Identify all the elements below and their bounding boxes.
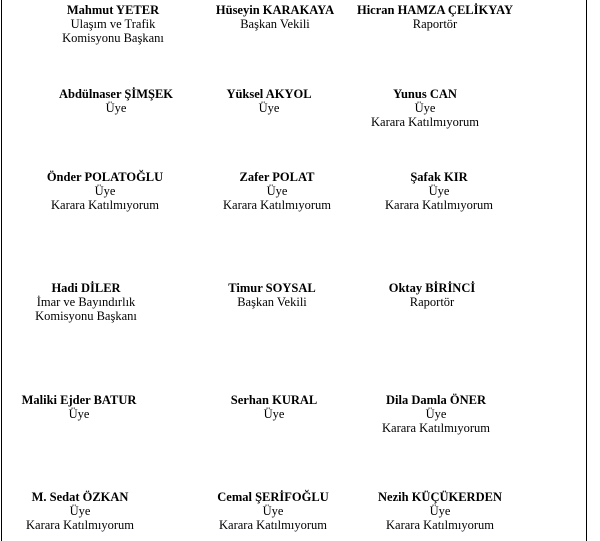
signatory-role: Üye (258, 101, 280, 115)
signatory-name: Nezih KÜÇÜKERDEN (378, 490, 502, 504)
signatory-role: Karara Katılmıyorum (386, 518, 494, 532)
signatory-name: Önder POLATOĞLU (46, 170, 164, 184)
signatory-role: Raportör (409, 295, 455, 309)
signatory-role: Üye (428, 184, 450, 198)
signatory-name: Yüksel AKYOL (226, 87, 312, 101)
signatory-role: Üye (425, 407, 447, 421)
signatory-name: Timur SOYSAL (228, 281, 316, 295)
signatory-name: Hicran HAMZA ÇELİKYAY (356, 3, 514, 17)
signatory-name: Maliki Ejder BATUR (21, 393, 137, 407)
signatory-role: Komisyonu Başkanı (35, 309, 137, 323)
signatory-name: Dila Damla ÖNER (386, 393, 486, 407)
signatory-block (336, 393, 536, 435)
signatory-block (0, 393, 179, 421)
signatory-block (340, 490, 540, 532)
signatory-block (325, 87, 525, 129)
signatory-block (332, 281, 532, 309)
signatory-role: Üye (429, 504, 451, 518)
signatory-role: Komisyonu Başkanı (62, 31, 164, 45)
signatory-role: Üye (414, 101, 436, 115)
signatory-role: Karara Katılmıyorum (382, 421, 490, 435)
signatory-name: Zafer POLAT (239, 170, 315, 184)
signatory-name: Hadi DİLER (51, 281, 121, 295)
signatory-role: Üye (263, 407, 285, 421)
signatory-role: Ulaşım ve Trafik (70, 17, 156, 31)
signatory-name: Cemal ŞERİFOĞLU (217, 490, 329, 504)
signatory-role: Üye (262, 504, 284, 518)
signatory-role: İmar ve Bayındırlık (36, 295, 136, 309)
signatory-role: Raportör (412, 17, 458, 31)
signatory-name: Hüseyin KARAKAYA (215, 3, 335, 17)
signatory-block (335, 3, 535, 31)
page-border-left (1, 0, 2, 541)
page-border-right (586, 0, 587, 541)
signatory-block (339, 170, 539, 212)
signatory-block (0, 281, 186, 323)
signatory-role: Üye (68, 407, 90, 421)
signatory-role: Karara Katılmıyorum (51, 198, 159, 212)
signatory-name: Abdülnaser ŞİMŞEK (58, 87, 174, 101)
signatory-name: Serhan KURAL (230, 393, 318, 407)
signatory-name: Yunus CAN (393, 87, 457, 101)
signatory-role: Başkan Vekili (240, 17, 310, 31)
signatory-role: Üye (94, 184, 116, 198)
signatory-role: Karara Katılmıyorum (371, 115, 479, 129)
signatory-name: Mahmut YETER (66, 3, 160, 17)
signatory-name: Şafak KIR (410, 170, 468, 184)
signatory-role: Karara Katılmıyorum (219, 518, 327, 532)
signatory-role: Üye (266, 184, 288, 198)
signatory-name: M. Sedat ÖZKAN (31, 490, 129, 504)
signatory-role: Karara Katılmıyorum (385, 198, 493, 212)
signatory-role: Başkan Vekili (237, 295, 307, 309)
signatory-role: Karara Katılmıyorum (26, 518, 134, 532)
signatory-name: Oktay BİRİNCİ (388, 281, 476, 295)
signatory-role: Üye (69, 504, 91, 518)
signatory-role: Karara Katılmıyorum (223, 198, 331, 212)
signatory-block (0, 490, 180, 532)
signatory-role: Üye (105, 101, 127, 115)
signatory-block (5, 170, 205, 212)
